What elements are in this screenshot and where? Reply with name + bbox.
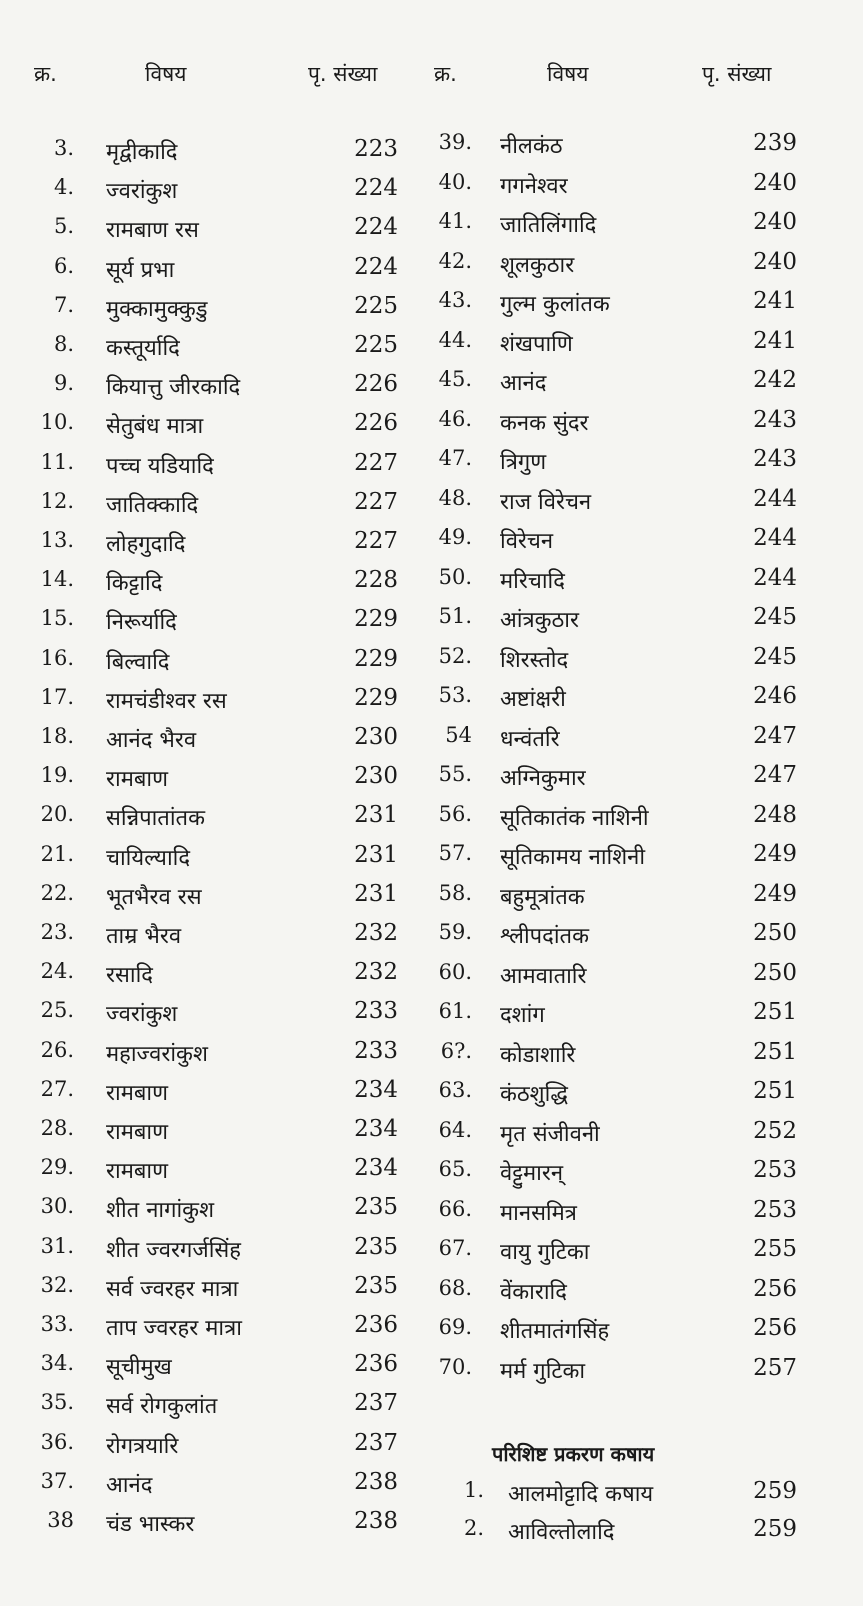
entry-serial: 20.: [40, 802, 74, 827]
toc-entry: [0, 646, 420, 682]
entry-page-number: 227: [354, 488, 398, 515]
toc-entry: [0, 489, 420, 525]
entry-page-number: 225: [354, 292, 398, 319]
entry-name: सन्निपातांतक: [106, 806, 205, 832]
entry-name: आनंद: [106, 1472, 153, 1498]
entry-page-number: 230: [354, 763, 398, 790]
toc-entry: [0, 410, 420, 446]
entry-serial: 44.: [438, 327, 472, 352]
entry-page-number: 234: [354, 1076, 398, 1103]
toc-entry: [432, 525, 852, 561]
entry-page-number: 244: [753, 485, 797, 512]
toc-entry: [0, 254, 420, 290]
entry-name: भूतभैरव रस: [106, 884, 202, 910]
entry-name: मरिचादि: [500, 568, 565, 594]
entry-serial: 34.: [40, 1351, 74, 1376]
entry-serial: 66.: [438, 1196, 472, 1221]
entry-name: रामबाण: [106, 1080, 169, 1106]
entry-page-number: 247: [753, 722, 797, 749]
entry-page-number: 242: [753, 367, 797, 393]
left-header-serial: क्र.: [34, 62, 57, 86]
toc-entry: [432, 249, 852, 285]
entry-page-number: 240: [753, 169, 797, 196]
entry-page-number: 256: [753, 1315, 797, 1341]
toc-entry: [432, 486, 852, 522]
entry-name: बिल्वादि: [106, 649, 170, 675]
entry-name: वेट्टुमारन्: [500, 1161, 564, 1186]
entry-name: धन्वंतरि: [500, 726, 560, 752]
toc-entry: [0, 1273, 420, 1309]
toc-entry: [432, 1355, 852, 1391]
entry-page-number: 245: [753, 604, 797, 630]
entry-name: अष्टांक्षरी: [500, 687, 566, 712]
entry-serial: 38: [47, 1508, 74, 1532]
entry-page-number: 235: [354, 1272, 398, 1299]
entry-name: वायु गुटिका: [500, 1240, 590, 1265]
entry-page-number: 253: [753, 1196, 797, 1223]
entry-serial: 28.: [40, 1116, 74, 1140]
toc-entry: [432, 130, 852, 166]
toc-entry: [0, 371, 420, 407]
toc-entry: [432, 1276, 852, 1312]
entry-name: सूचीमुख: [106, 1355, 172, 1381]
entry-serial: 12.: [40, 488, 74, 513]
entry-serial: 58.: [438, 880, 472, 905]
entry-page-number: 231: [354, 880, 398, 907]
entry-serial: 64.: [438, 1117, 472, 1142]
entry-page-number: 232: [354, 959, 398, 986]
entry-page-number: 229: [354, 606, 398, 633]
toc-entry: [432, 209, 852, 245]
toc-entry: [432, 881, 852, 917]
entry-serial: 10.: [40, 410, 74, 435]
entry-name: कियात्तु जीरकादि: [106, 375, 241, 401]
entry-serial: 56.: [438, 801, 472, 826]
entry-name: मर्म गुटिका: [500, 1358, 586, 1384]
entry-page-number: 252: [753, 1117, 797, 1144]
entry-page-number: 229: [354, 645, 398, 672]
toc-entry: [0, 1155, 420, 1191]
entry-name: कंठशुद्धि: [500, 1082, 568, 1107]
toc-entry: [432, 841, 852, 877]
entry-name: गुल्म कुलांतक: [500, 292, 610, 317]
entry-name: आनंद भैरव: [106, 728, 197, 753]
entry-page-number: 251: [753, 999, 797, 1025]
toc-entry: [0, 881, 420, 917]
toc-entry: [0, 1038, 420, 1074]
entry-name: आमवातारि: [500, 963, 587, 989]
entry-name: ज्वरांकुश: [106, 179, 178, 205]
entry-serial: 9.: [53, 371, 74, 396]
toc-entry: [0, 136, 420, 172]
toc-entry: [0, 1116, 420, 1152]
entry-name: सूर्य प्रभा: [106, 257, 175, 283]
entry-page-number: 244: [753, 525, 797, 551]
entry-page-number: 240: [753, 209, 797, 235]
entry-name: पच्च यडियादि: [106, 453, 214, 479]
entry-name: दशांग: [500, 1003, 545, 1028]
entry-serial: 50.: [438, 564, 472, 589]
entry-serial: 6.: [53, 253, 74, 278]
entry-page-number: 229: [354, 684, 398, 711]
toc-entry: [432, 920, 852, 956]
toc-entry: [0, 1234, 420, 1270]
toc-entry: [432, 1236, 852, 1272]
entry-name: मानसमित्र: [500, 1200, 577, 1226]
toc-entry: [432, 1039, 852, 1075]
entry-name: नीलकंठ: [500, 134, 563, 159]
toc-entry: [432, 802, 852, 838]
toc-entry: [432, 1078, 852, 1114]
entry-serial: 57.: [438, 841, 472, 865]
entry-name: कनक सुंदर: [500, 410, 589, 436]
entry-page-number: 251: [753, 1078, 797, 1104]
entry-serial: 32.: [40, 1272, 74, 1297]
entry-serial: 33.: [40, 1312, 74, 1336]
entry-serial: 37.: [40, 1468, 74, 1493]
entry-name: शीतमातंगसिंह: [500, 1319, 610, 1344]
entry-name: चायिल्यादि: [106, 845, 191, 871]
entry-page-number: 223: [354, 136, 398, 162]
entry-name: आविल्तोलादि: [508, 1520, 615, 1545]
entry-page-number: 236: [354, 1312, 398, 1338]
entry-name: रोगत्रयारि: [106, 1433, 179, 1459]
toc-entry: [0, 450, 420, 486]
entry-name: रामबाण रस: [106, 218, 199, 244]
entry-name: मृद्वीकादि: [106, 140, 178, 165]
entry-page-number: 249: [753, 880, 797, 907]
entry-page-number: 248: [753, 801, 797, 828]
toc-entry: [432, 604, 852, 640]
toc-entry: [432, 446, 852, 482]
left-column: [0, 0, 420, 1606]
entry-name: रामबाण: [106, 1120, 169, 1145]
entry-name: शंखपाणि: [500, 331, 573, 357]
entry-name: रामबाण: [106, 1159, 169, 1185]
entry-page-number: 226: [354, 371, 398, 398]
entry-page-number: 259: [753, 1516, 797, 1542]
toc-entry: [0, 214, 420, 250]
entry-name: गगनेश्वर: [500, 173, 568, 199]
entry-name: आलमोट्टादि कषाय: [508, 1482, 654, 1507]
entry-page-number: 237: [354, 1429, 398, 1456]
entry-page-number: 256: [753, 1275, 797, 1302]
entry-page-number: 255: [753, 1236, 797, 1262]
toc-entry: [432, 644, 852, 680]
entry-serial: 39.: [438, 130, 472, 154]
entry-name: लोहगुदादि: [106, 532, 186, 557]
toc-entry: [0, 1430, 420, 1466]
entry-serial: 67.: [438, 1236, 472, 1260]
entry-name: शीत नागांकुश: [106, 1198, 215, 1224]
toc-entry: [0, 606, 420, 642]
entry-page-number: 246: [753, 683, 797, 709]
entry-name: आंत्रकुठार: [500, 608, 580, 633]
entry-page-number: 236: [354, 1351, 398, 1378]
entry-page-number: 231: [354, 802, 398, 829]
entry-serial: 45.: [438, 367, 472, 391]
toc-entry: [432, 762, 852, 798]
toc-entry: [432, 170, 852, 206]
right-header-serial: क्र.: [434, 62, 457, 86]
entry-serial: 21.: [40, 841, 74, 866]
toc-entry: [432, 1516, 852, 1552]
entry-page-number: 234: [354, 1116, 398, 1142]
toc-entry: [0, 1390, 420, 1426]
entry-page-number: 226: [354, 410, 398, 437]
toc-entry: [0, 998, 420, 1034]
appendix-title: परिशिष्ट प्रकरण कषाय: [492, 1442, 655, 1466]
toc-entry: [432, 1157, 852, 1193]
entry-page-number: 227: [354, 528, 398, 554]
toc-entry: [432, 1197, 852, 1233]
entry-serial: 53.: [438, 683, 472, 707]
entry-name: शीत ज्वरगर्जसिंह: [106, 1237, 241, 1263]
entry-serial: 48.: [438, 485, 472, 510]
entry-page-number: 235: [354, 1194, 398, 1221]
entry-name: सर्व ज्वरहर मात्रा: [106, 1276, 239, 1302]
entry-serial: 65.: [438, 1157, 472, 1181]
entry-page-number: 233: [354, 1037, 398, 1064]
entry-name: मृत संजीवनी: [500, 1121, 600, 1147]
entry-serial: 14.: [40, 567, 74, 592]
entry-serial: 41.: [438, 209, 472, 233]
entry-name: सूतिकातंक नाशिनी: [500, 805, 649, 831]
entry-page-number: 259: [753, 1478, 797, 1504]
entry-name: विरेचन: [500, 529, 554, 554]
entry-page-number: 243: [753, 446, 797, 472]
entry-serial: 2.: [463, 1516, 484, 1540]
entry-name: बहुमूत्रांतक: [500, 884, 585, 910]
toc-entry: [0, 1194, 420, 1230]
entry-serial: 61.: [438, 999, 472, 1023]
entry-serial: 46.: [438, 406, 472, 431]
entry-serial: 19.: [40, 763, 74, 788]
entry-serial: 49.: [438, 525, 472, 549]
entry-serial: 42.: [438, 248, 472, 273]
entry-serial: 1.: [463, 1478, 484, 1502]
entry-serial: 16.: [40, 645, 74, 670]
toc-entry: [0, 1077, 420, 1113]
entry-page-number: 245: [753, 643, 797, 670]
entry-name: ज्वरांकुश: [106, 1002, 178, 1028]
entry-serial: 17.: [40, 684, 74, 709]
toc-entry: [432, 1315, 852, 1351]
entry-page-number: 227: [354, 449, 398, 476]
entry-serial: 25.: [40, 998, 74, 1023]
entry-name: चंड भास्कर: [106, 1512, 195, 1537]
entry-serial: 54: [445, 722, 472, 747]
entry-name: रसादि: [106, 963, 153, 989]
toc-entry: [0, 1508, 420, 1544]
entry-page-number: 225: [354, 332, 398, 358]
right-header-page: पृ. संख्या: [702, 62, 772, 86]
entry-page-number: 247: [753, 762, 797, 788]
entry-page-number: 241: [753, 288, 797, 314]
entry-name: रामबाण: [106, 767, 169, 793]
entry-page-number: 253: [753, 1157, 797, 1183]
entry-page-number: 257: [753, 1354, 797, 1381]
entry-name: ताम्र भैरव: [106, 924, 182, 949]
entry-serial: 31.: [40, 1233, 74, 1258]
entry-name: वेंकारादि: [500, 1279, 567, 1305]
entry-name: शिरस्तोद: [500, 647, 569, 673]
toc-entry: [0, 528, 420, 564]
toc-entry: [432, 565, 852, 601]
entry-serial: 18.: [40, 724, 74, 748]
toc-entry: [0, 293, 420, 329]
entry-page-number: 224: [354, 175, 398, 202]
toc-entry: [432, 960, 852, 996]
toc-entry: [0, 1312, 420, 1348]
toc-entry: [0, 175, 420, 211]
entry-serial: 15.: [40, 606, 74, 631]
entry-name: सर्व रोगकुलांत: [106, 1394, 218, 1420]
toc-entry: [0, 959, 420, 995]
entry-page-number: 250: [753, 920, 797, 946]
entry-name: कोडाशारि: [500, 1042, 576, 1068]
entry-serial: 69.: [438, 1315, 472, 1339]
entry-name: सूतिकामय नाशिनी: [500, 845, 646, 870]
entry-serial: 6?.: [440, 1038, 472, 1063]
entry-page-number: 251: [753, 1038, 797, 1065]
entry-name: ताप ज्वरहर मात्रा: [106, 1316, 242, 1341]
entry-serial: 40.: [438, 169, 472, 194]
entry-name: आनंद: [500, 371, 547, 396]
entry-serial: 60.: [438, 959, 472, 984]
entry-name: रामचंडीश्वर रस: [106, 688, 227, 714]
entry-name: किट्टादि: [106, 571, 163, 597]
toc-entry: [0, 567, 420, 603]
left-header-subject: विषय: [145, 62, 187, 86]
entry-page-number: 239: [753, 130, 797, 156]
entry-serial: 8.: [53, 332, 74, 356]
entry-serial: 7.: [53, 292, 74, 317]
entry-serial: 36.: [40, 1429, 74, 1454]
toc-entry: [432, 367, 852, 403]
entry-page-number: 235: [354, 1233, 398, 1260]
entry-name: अग्निकुमार: [500, 766, 586, 791]
entry-serial: 30.: [40, 1194, 74, 1219]
toc-entry: [0, 685, 420, 721]
toc-entry: [432, 328, 852, 364]
left-header-page: पृ. संख्या: [308, 62, 378, 86]
entry-serial: 59.: [438, 920, 472, 944]
toc-entry: [432, 999, 852, 1035]
entry-name: सेतुबंध मात्रा: [106, 414, 204, 440]
entry-name: महाज्वरांकुश: [106, 1041, 208, 1067]
right-header-subject: विषय: [547, 62, 589, 86]
toc-entry: [0, 332, 420, 368]
entry-serial: 11.: [40, 449, 74, 474]
entry-serial: 23.: [40, 920, 74, 944]
toc-entry: [432, 1478, 852, 1514]
entry-page-number: 234: [354, 1155, 398, 1182]
toc-entry: [432, 1118, 852, 1154]
entry-serial: 43.: [438, 288, 472, 312]
entry-page-number: 249: [753, 841, 797, 867]
entry-page-number: 241: [753, 327, 797, 354]
entry-page-number: 238: [354, 1468, 398, 1495]
toc-entry: [0, 802, 420, 838]
entry-name: जातिक्कादि: [106, 492, 199, 518]
entry-name: जातिलिंगादि: [500, 213, 597, 238]
entry-name: कस्तूर्यादि: [106, 336, 180, 361]
entry-page-number: 240: [753, 248, 797, 275]
entry-serial: 3.: [53, 136, 74, 160]
entry-name: त्रिगुण: [500, 450, 547, 475]
entry-serial: 51.: [438, 604, 472, 628]
toc-entry: [0, 1469, 420, 1505]
entry-serial: 22.: [40, 880, 74, 905]
entry-page-number: 237: [354, 1390, 398, 1417]
entry-serial: 4.: [53, 175, 74, 200]
entry-page-number: 224: [354, 214, 398, 241]
entry-name: मुक्कामुक्कुडु: [106, 296, 208, 322]
entry-serial: 29.: [40, 1155, 74, 1180]
entry-serial: 47.: [438, 446, 472, 470]
entry-page-number: 238: [354, 1508, 398, 1534]
entry-serial: 24.: [40, 959, 74, 984]
entry-serial: 13.: [40, 528, 74, 552]
toc-entry: [0, 842, 420, 878]
entry-page-number: 228: [354, 567, 398, 594]
entry-serial: 70.: [438, 1354, 472, 1379]
entry-serial: 5.: [53, 214, 74, 239]
entry-name: राज विरेचन: [500, 489, 592, 515]
entry-page-number: 243: [753, 406, 797, 433]
entry-page-number: 244: [753, 564, 797, 591]
toc-entry: [0, 1351, 420, 1387]
entry-name: श्लीपदांतक: [500, 924, 589, 949]
entry-page-number: 231: [354, 841, 398, 868]
entry-serial: 68.: [438, 1275, 472, 1300]
toc-entry: [432, 407, 852, 443]
entry-page-number: 232: [354, 920, 398, 946]
entry-page-number: 233: [354, 998, 398, 1025]
entry-page-number: 224: [354, 253, 398, 280]
entry-page-number: 250: [753, 959, 797, 986]
entry-serial: 63.: [438, 1078, 472, 1102]
entry-name: शूलकुठार: [500, 252, 575, 278]
entry-serial: 55.: [438, 762, 472, 786]
right-column: [432, 0, 852, 1606]
entry-serial: 52.: [438, 643, 472, 668]
toc-entry: [0, 763, 420, 799]
toc-entry: [0, 920, 420, 956]
entry-page-number: 230: [354, 724, 398, 750]
entry-serial: 27.: [40, 1076, 74, 1101]
toc-entry: [432, 288, 852, 324]
entry-serial: 35.: [40, 1390, 74, 1415]
toc-entry: [0, 724, 420, 760]
toc-entry: [432, 683, 852, 719]
entry-name: निरूर्यादि: [106, 610, 177, 636]
entry-serial: 26.: [40, 1037, 74, 1062]
toc-entry: [432, 723, 852, 759]
